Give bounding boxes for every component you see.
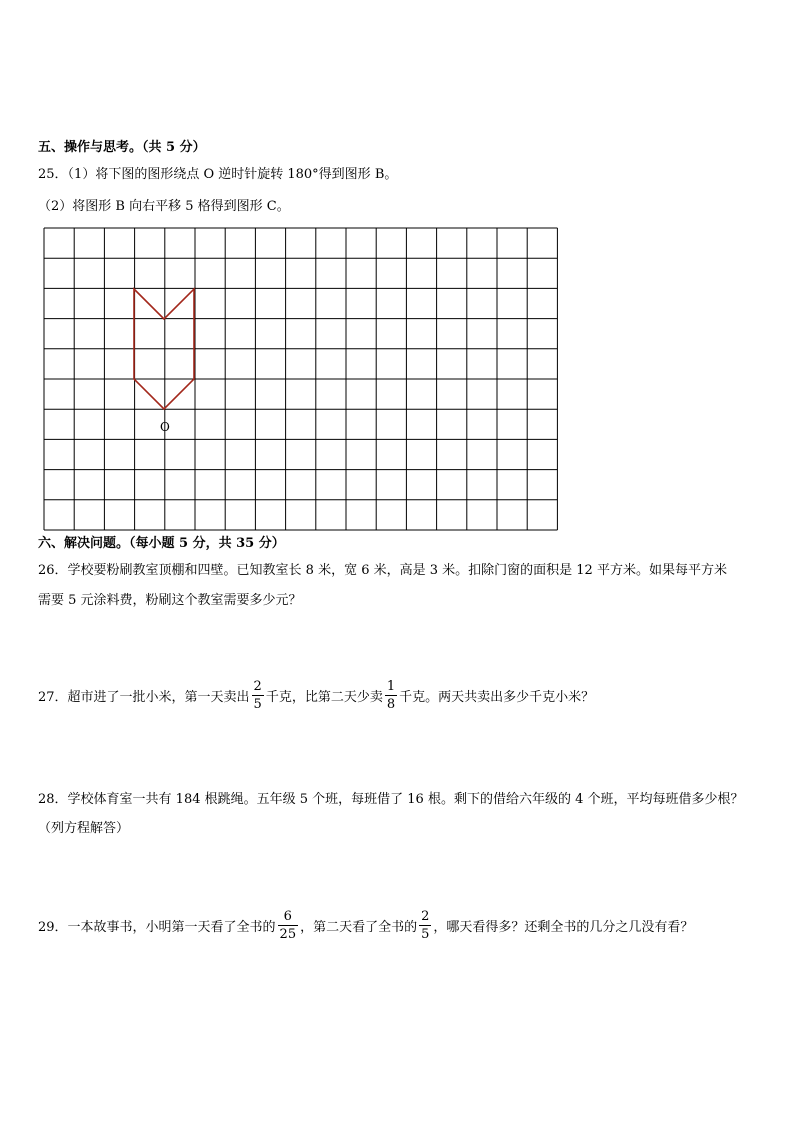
q28-line2: （列方程解答） bbox=[38, 821, 130, 836]
q26-line2: 需要 5 元涂料费，粉刷这个教室需要多少元？ bbox=[38, 593, 302, 608]
q27-fraction-2-num: 1 bbox=[386, 679, 396, 694]
q29-fraction-1-num: 6 bbox=[278, 908, 299, 926]
q27-fraction-2 bbox=[385, 678, 397, 713]
q27-fraction-1-num: 2 bbox=[253, 679, 262, 694]
q27 bbox=[38, 680, 594, 715]
q29-fraction-1 bbox=[278, 908, 299, 943]
q27-text-a: 27．超市进了一批小米，第一天卖出 bbox=[38, 690, 250, 705]
q27-text-c: 千克。两天共卖出多少千克小米？ bbox=[399, 690, 595, 705]
q27-fraction-2-den: 8 bbox=[386, 697, 396, 712]
grid-lines bbox=[44, 228, 557, 530]
q27-fraction-1-den: 5 bbox=[253, 697, 262, 712]
q29-fraction-2-num: 2 bbox=[421, 909, 430, 924]
q29-text-c: ，哪天看得多？还剩全书的几分之几没有看？ bbox=[433, 920, 694, 935]
q29-fraction-1-den: 25 bbox=[279, 927, 297, 942]
q25-part1: 25．（1）将下图的图形绕点 O 逆时针旋转 180°得到图形 B。 bbox=[38, 167, 398, 182]
q29-text-b: ，第二天看了全书的 bbox=[300, 920, 418, 935]
q29-fraction-2 bbox=[419, 908, 431, 943]
section5-title: 五、操作与思考。（共 5 分） bbox=[38, 140, 206, 155]
q29-text-a: 29．一本故事书，小明第一天看了全书的 bbox=[38, 920, 276, 935]
q29 bbox=[38, 910, 693, 945]
q27-text-b: 千克，比第二天少卖 bbox=[265, 690, 383, 705]
section6-title: 六、解决问题。（每小题 5 分，共 35 分） bbox=[38, 536, 285, 551]
q25-part2: （2）将图形 B 向右平移 5 格得到图形 C。 bbox=[38, 199, 290, 214]
point-o-label: O bbox=[160, 420, 170, 434]
q26-line1: 26．学校要粉刷教室顶棚和四壁。已知教室长 8 米，宽 6 米，高是 3 米。扣除门窗的面积是 12 平方米。如果每平方米 bbox=[38, 563, 727, 578]
q29-fraction-2-den: 5 bbox=[421, 927, 430, 942]
q27-fraction-1 bbox=[252, 678, 264, 713]
q28-line1: 28．学校体育室一共有 184 根跳绳。五年级 5 个班，每班借了 16 根。剩下的借给六年级的 4 个班，平均每班借多少根？ bbox=[38, 792, 744, 807]
